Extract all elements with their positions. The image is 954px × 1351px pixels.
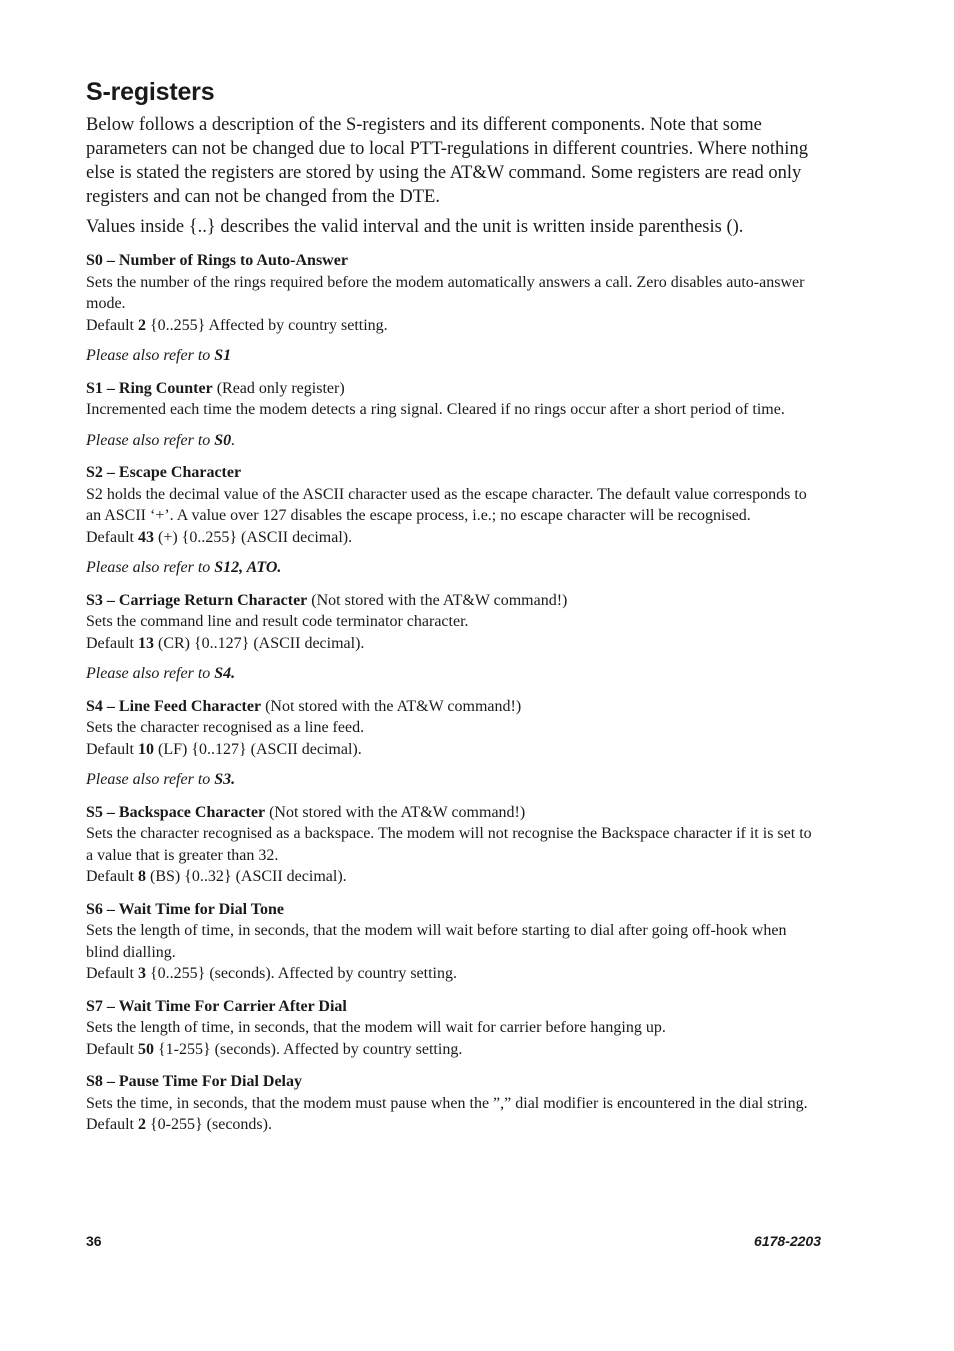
- register-s7-default: Default 50 {1-255} (seconds). Affected by country setting.: [86, 1040, 463, 1058]
- register-s7: [86, 996, 821, 1061]
- register-s5-note: (Not stored with the AT&W command!): [265, 803, 526, 821]
- intro-paragraph-1: Below follows a description of the S-registers and its different components. Note that some parameters can not be changed due to local PTT-regulations in different countries. Where nothing else is stated the registers are stored by using the AT&W command. Some registers are read only registers and can not be changed from the DTE.: [86, 115, 808, 207]
- register-s5-default: Default 8 (BS) {0..32} (ASCII decimal).: [86, 868, 347, 885]
- register-s0: [86, 250, 821, 367]
- register-s8: [86, 1071, 821, 1136]
- register-s5-heading: [86, 802, 821, 824]
- register-s0-reference: Please also refer to S1: [86, 347, 232, 364]
- register-s5: [86, 802, 821, 888]
- register-s2-ref-link: S12, ATO.: [214, 559, 282, 576]
- register-s6-desc: Sets the length of time, in seconds, that the modem will wait before starting to dial after going off-hook when blind dialling.: [86, 922, 787, 961]
- register-s0-title: S0 – Number of Rings to Auto-Answer: [86, 252, 348, 269]
- register-s3-default: Default 13 (CR) {0..127} (ASCII decimal).: [86, 634, 365, 652]
- register-s3-reference: Please also refer to S4.: [86, 665, 236, 682]
- page-title: S-registers: [86, 78, 215, 106]
- register-s1-heading: [86, 378, 821, 400]
- register-s0-ref-link: S1: [214, 347, 232, 364]
- register-s3-desc: Sets the command line and result code terminator character.: [86, 613, 469, 630]
- register-s3-heading: [86, 590, 821, 612]
- register-s6-default: Default 3 {0..255} (seconds). Affected by country setting.: [86, 965, 457, 982]
- page-number: 36: [86, 1233, 102, 1249]
- register-s4-title: S4 – Line Feed Character: [86, 697, 262, 715]
- register-s7-title: S7 – Wait Time For Carrier After Dial: [86, 997, 347, 1015]
- register-s2-title: S2 – Escape Character: [86, 464, 242, 481]
- register-s0-default: Default 2 {0..255} Affected by country setting.: [86, 316, 388, 334]
- register-s4-reference: Please also refer to S3.: [86, 771, 236, 788]
- register-s1-reference: Please also refer to S0.: [86, 431, 236, 449]
- register-s1-desc: Incremented each time the modem detects a ring signal. Cleared if no rings occur after a short period of time.: [86, 401, 785, 418]
- register-s1-ref-link: S0: [214, 431, 232, 449]
- register-s1-title: S1 – Ring Counter: [86, 379, 213, 397]
- register-s4-heading: [86, 696, 821, 718]
- register-s3: [86, 590, 821, 685]
- register-s6: [86, 899, 821, 985]
- register-s6-title: S6 – Wait Time for Dial Tone: [86, 900, 284, 918]
- register-s3-ref-link: S4.: [214, 665, 236, 682]
- register-s8-default: Default 2 {0-255} (seconds).: [86, 1116, 272, 1133]
- register-s3-note: (Not stored with the AT&W command!): [307, 591, 568, 609]
- register-s4-desc: Sets the character recognised as a line feed.: [86, 719, 365, 736]
- intro-paragraph-2: Values inside {..} describes the valid interval and the unit is written inside parenthesis ().: [86, 217, 744, 237]
- register-s2: [86, 462, 821, 579]
- register-s2-reference: Please also refer to S12, ATO.: [86, 559, 282, 576]
- register-s2-default: Default 43 (+) {0..255} (ASCII decimal).: [86, 528, 353, 546]
- register-s4-note: (Not stored with the AT&W command!): [261, 697, 522, 715]
- register-s1-note: (Read only register): [212, 379, 345, 397]
- register-s3-title: S3 – Carriage Return Character: [86, 591, 308, 609]
- register-s7-desc: Sets the length of time, in seconds, that the modem will wait for carrier before hanging up.: [86, 1019, 666, 1036]
- register-s8-desc: Sets the time, in seconds, that the modem must pause when the ”,” dial modifier is encountered in the dial string.: [86, 1094, 808, 1112]
- register-s4: [86, 696, 821, 791]
- register-s4-default: Default 10 (LF) {0..127} (ASCII decimal).: [86, 740, 362, 758]
- register-s2-desc: S2 holds the decimal value of the ASCII character used as the escape character. The default value corresponds to an ASCII ‘+’. A value over 127 disables the escape process, i.e.; no escape character will be recognised.: [86, 485, 807, 524]
- register-s5-desc: Sets the character recognised as a backspace. The modem will not recognise the Backspace character if it is set to a value that is greater than 32.: [86, 825, 812, 864]
- register-s8-title: S8 – Pause Time For Dial Delay: [86, 1073, 302, 1090]
- register-s1: [86, 378, 821, 452]
- page-content: [86, 78, 821, 1136]
- document-number: 6178-2203: [754, 1233, 821, 1249]
- register-s5-title: S5 – Backspace Character: [86, 803, 266, 821]
- register-s0-desc: Sets the number of the rings required before the modem automatically answers a call. Zero disables auto-answer mode.: [86, 273, 805, 312]
- register-s4-ref-link: S3.: [214, 771, 236, 788]
